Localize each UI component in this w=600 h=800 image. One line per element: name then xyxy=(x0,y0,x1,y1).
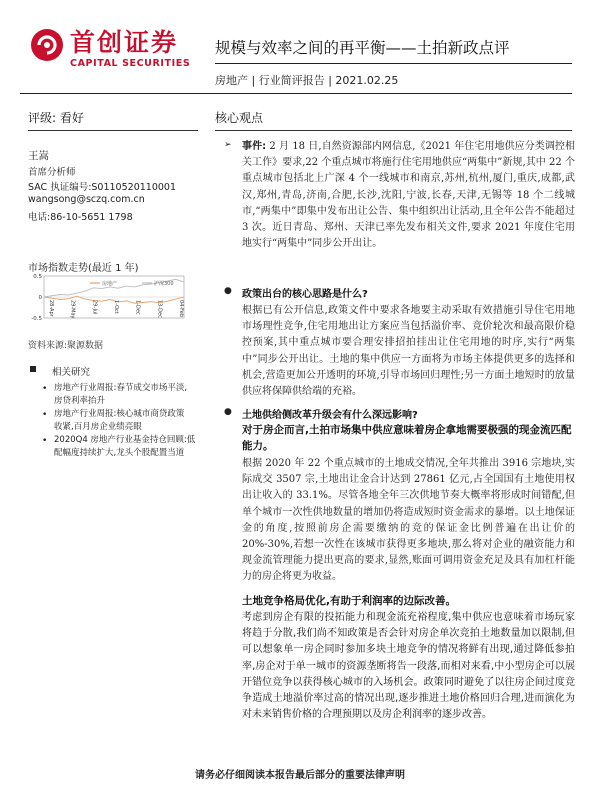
x-tick-label: 13-Dec xyxy=(156,300,163,318)
legend-label: 沪深300 xyxy=(154,281,174,287)
policy-paragraph: 根据已有公开信息,政策文件中要求各地要主动采取有效措施引导住宅用地市场理性竞争,住宅用地出让方案应当包括溢价率、竞价轮次和最高限价稳控预案,其中重点城市要合理安排招拍挂出让住宅用地的时序,实行“两集中”同步公开出让。土地的集中供应一方面将为市场主体提供更多的选择和机会,营造更加公开透明的环境,引导市场回归理性;另一方面土地短时的放量供应将保障供给端的充裕。 xyxy=(242,305,575,398)
y-tick-label: 0.5 xyxy=(33,274,42,280)
page-divider xyxy=(20,93,572,94)
event-text: 2 月 18 日,自然资源部内网信息,《2021 年住宅用地供应分类调控相关工作》要求,22 个重点城市将施行住宅用地供应“两集中”新规,其中 22 个重点城市包括北上广深 4 个一线城市和南京,苏州,杭州,厦门,重庆,成都,武汉,郑州,青岛,济南,合肥,长沙,沈阳,宁波,长春,天津,无锡等 18 个二线城市,“两集中”即集中发布出让公告、集中组织出让活动,且全年公告不能超过 3 次。近日青岛、郑州、天津已率先发布相关文件,要求 2021 年度住宅用地实行“两集中”同步公开出让。 xyxy=(242,141,575,250)
event-label: 事件: xyxy=(242,141,267,152)
related-item[interactable]: 房地产行业周报:核心城市商贷政策 xyxy=(54,409,185,419)
section-title: 核心观点 xyxy=(215,111,264,125)
analyst-cert: SAC 执证编号:S0110520110001 xyxy=(28,182,176,193)
sub-heading: 土地竞争格局优化,有助于利润率的边际改善。 xyxy=(242,595,456,607)
analyst-role: 首席分析师 xyxy=(28,167,76,178)
header-divider xyxy=(215,63,572,64)
analyst-name: 王嵩 xyxy=(28,150,49,162)
event-paragraph xyxy=(242,139,575,252)
rating: 评级: 看好 xyxy=(28,111,84,125)
competition-paragraph: 考虑到房企有限的投拓能力和现金流充裕程度,集中供应也意味着市场玩家将趋于分散,我们尚不知政策是否会针对房企单次竞拍土地数量加以限制,但可以想象单一房企同时参加多块土地竞争的情况将鲜有出现,通过降低参拍率,房企对于单一城市的资源垄断将告一段落,而相对来看,中小型房企可以展开错位竞争以获得核心城市的入场机会。政策同时避免了以往房企间过度竞争造成土地溢价率过高的情况出现,逐步推进土地价格回归合理,进而演化为对未来销售价格的合理预期以及房企利润率的逐步改善。 xyxy=(242,612,575,721)
analyst-phone: 电话:86-10-5651 1798 xyxy=(28,212,133,223)
analysis-paragraph: 根据 2020 年 22 个重点城市的土地成交情况,全年共推出 3916 宗地块,实际成交 3507 宗,土地出让金合计达到 27861 亿元,占全国国有土地使用权出让收入的 33.1%。尽管各地全年三次供地节奏大概率将形成时间错配,但单个城市一次性供地数量的增加仍将造成短时资金需求的暴增。以土地保证金的角度,按照前房企需要缴纳的竞的保证金比例普遍在出让价的 20%-30%,若想一次性在该城市获得更多地块,那么将对企业的融资能力和现金流管理能力提出更高的要求,显然,账面可调用资金充足及具有加杠杆能力的房企将更为收益。 xyxy=(242,458,575,583)
brand-name: 首创证券 xyxy=(70,28,179,57)
question-heading: 政策出台的核心思路是什么? xyxy=(242,289,368,300)
bullet-arrow-icon: ➢ xyxy=(224,140,232,150)
bullet-dot-icon: ● xyxy=(224,286,232,296)
x-tick-label: 04-Feb xyxy=(178,300,184,318)
related-item[interactable]: 房地产行业周报:春节成交市场平淡, xyxy=(54,383,188,393)
market-index-chart xyxy=(28,272,200,328)
analyst-email[interactable]: wangsong@sczq.com.cn xyxy=(28,194,145,205)
related-item-bullet-icon: • xyxy=(42,410,48,420)
logo-icon xyxy=(30,28,64,62)
x-tick-label: 1-Dec xyxy=(134,300,141,315)
question-heading: 土地供给侧改革升级会有什么深远影响? xyxy=(242,410,418,421)
related-bullet-icon xyxy=(30,366,36,372)
related-item[interactable]: 2020Q4 房地产行业基金持仓回顾:低 xyxy=(54,435,196,445)
bullet-dot-icon: ● xyxy=(224,407,232,417)
sidebar-divider xyxy=(28,130,198,131)
related-item[interactable]: 收紧,百月房企业绩亮眼 xyxy=(54,422,142,432)
x-tick-label: 28-Apr xyxy=(48,300,54,317)
y-tick-label: -0.5 xyxy=(31,316,42,322)
y-tick-label: 0 xyxy=(38,295,42,301)
legal-disclaimer: 请务必仔细阅读本报告最后部分的重要法律声明 xyxy=(195,770,405,781)
report-title: 规模与效率之间的再平衡——土拍新政点评 xyxy=(215,39,510,57)
chart-title: 市场指数走势(最近 1 年) xyxy=(28,263,139,274)
x-tick-label: 1-Oct xyxy=(113,300,119,314)
chart-source: 资料来源:聚源数据 xyxy=(28,341,104,351)
brand-name-en: CAPITAL SECURITIES xyxy=(70,58,191,69)
related-item-bullet-icon: • xyxy=(42,436,48,446)
related-item[interactable]: 房贷利率抬升 xyxy=(54,396,106,406)
x-tick-label: 29-Jul xyxy=(91,300,98,315)
x-tick-label: 29-May xyxy=(69,300,76,319)
report-meta: 房地产 | 行业简评报告 | 2021.02.25 xyxy=(215,74,399,87)
related-title: 相关研究 xyxy=(52,367,91,378)
legend-label: 房地产 xyxy=(102,281,118,287)
key-conclusion: 对于房企而言,土拍市场集中供应意味着房企拿地需要极强的现金流匹配能力。 xyxy=(242,424,572,452)
main-divider xyxy=(215,130,572,131)
related-item[interactable]: 配幅度持续扩大,龙头个股配置当道 xyxy=(54,448,185,458)
related-item-bullet-icon: • xyxy=(42,384,48,394)
